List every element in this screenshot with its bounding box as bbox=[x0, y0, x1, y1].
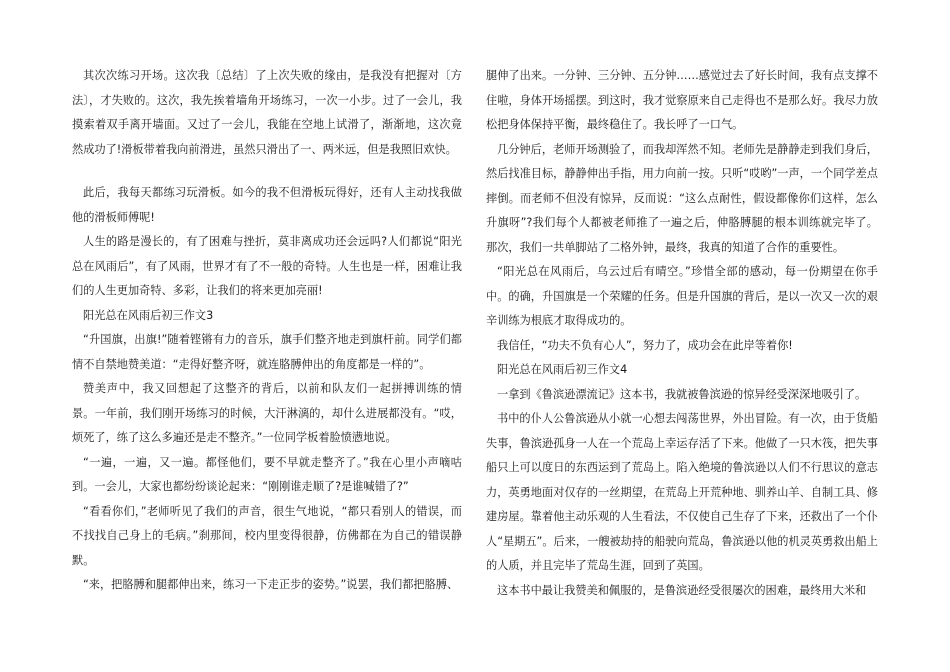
paragraph: 阳光总在风雨后初三作文3 bbox=[83, 308, 214, 322]
paragraph: “升国旗，出旗!”随着铿锵有力的音乐，旗手们整齐地走到旗杆前。同学们都情不自禁地赞美道：“走得好整齐呀，就连胳膊伸出的角度都是一样的”。 bbox=[72, 333, 462, 371]
paragraph: 一拿到《鲁滨逊漂流记》这本书，我就被鲁滨逊的惊异经受深深地吸引了。 bbox=[497, 387, 867, 401]
paragraph: 阳光总在风雨后初三作文4 bbox=[497, 363, 628, 376]
left-column bbox=[72, 64, 462, 598]
paragraph: 腿伸了出来。一分钟、三分钟、五分钟……感觉过去了好长时间，我有点支撑不住啦，身体开场摇摆。到这时，我才觉察原来自己走得也不是那么好。我尽力放松把身体保持平衡，最终稳住了。我长呼了一口气。 bbox=[486, 69, 878, 131]
paragraph: 这本书中最让我赞美和佩服的，是鲁滨逊经受很屡次的困难，最终用大米和 bbox=[497, 583, 867, 597]
paragraph: 书中的仆人公鲁滨逊从小就一心想去闯荡世界，外出冒险。有一次，由于货船失事，鲁滨逊孤身一人在一个荒岛上幸运存活了下来。他做了一只木筏，把失事船只上可以度日的东西运到了荒岛上。陷入绝境的鲁滨逊以人们不行思议的意志力，英勇地面对仅存的一丝期望，在荒岛上开荒种地、驯养山羊、自制工具、修建房屋。靠着他主动乐观的人生看法，不仅使自己生存了下来，还救出了一个仆人“星期五”。后来，一艘被劫持的船驶向荒岛，鲁滨逊以他的机灵英勇救出船上的人质，并且完毕了荒岛生涯，回到了英国。 bbox=[486, 412, 878, 572]
paragraph: 此后，我每天都练习玩滑板。如今的我不但滑板玩得好，还有人主动找我做他的滑板师傅呢! bbox=[72, 186, 462, 224]
paragraph: 其次次练习开场。这次我〔总结〕了上次失败的缘由，是我没有把握对〔方法〕，才失败的。这次，我先挨着墙角开场练习，一次一小步。过了一会儿，我摸索着双手离开墙面。又过了一会儿，我能在空地上试滑了，渐渐地，这次竟然成功了!滑板带着我向前滑进，虽然只滑出了一、两米远，但是我照旧欢快。 bbox=[72, 69, 462, 156]
right-column bbox=[486, 64, 878, 603]
paragraph: 赞美声中，我又回想起了这整齐的背后，以前和队友们一起拼搏训练的情景。一年前，我们刚开场练习的时候，大汗淋漓的，却什么进展都没有。“哎，烦死了，练了这么多遍还是走不整齐。”一位同学板着脸愤懑地说。 bbox=[72, 382, 462, 444]
paragraph: 我信任，“功夫不负有心人”，努力了，成功会在此岸等着你! bbox=[497, 338, 793, 352]
paragraph-gap bbox=[72, 162, 462, 181]
paragraph: “一遍，一遍，又一遍。都怪他们，要不早就走整齐了。”我在心里小声嘀咕到。一会儿，大家也都纷纷谈论起来：“刚刚谁走顺了?是谁喊错了?” bbox=[72, 455, 462, 493]
paragraph: 几分钟后，老师开场测验了，而我却浑然不知。老师先是静静走到我们身后，然后找准目标，静静伸出手指，用力向前一按。只听“哎哟”一声，一个同学差点摔倒。而老师不但没有惊异，反而说：“这么点耐性，假设都像你们这样，怎么升旗呀”?我们每个人都被老师推了一遍之后，伸胳膊腿的根本训练就完毕了。那次，我们一共单脚站了二格外钟，最终，我真的知道了合作的重要性。 bbox=[486, 142, 878, 254]
paragraph: “来，把胳膊和腿都伸出来，练习一下走正步的姿势。”说罢，我们都把胳膊、 bbox=[83, 578, 459, 591]
paragraph: “看看你们，”老师听见了我们的声音，很生气地说，“都只看别人的错误，而不找找自己身上的毛病。”刹那间，校内里变得很静，仿佛都在为自己的错误静默。 bbox=[72, 504, 462, 567]
paragraph: “阳光总在风雨后，乌云过后有晴空。”珍惜全部的感动，每一份期望在你手中。的确，升国旗是一个荣耀的任务。但是升国旗的背后，是以一次又一次的艰辛训练为根底才取得成功的。 bbox=[486, 265, 878, 327]
paragraph: 人生的路是漫长的，有了困难与挫折，莫非离成功还会远吗?人们都说“阳光总在风雨后”，有了风雨，世界才有了不一般的奇特。人生也是一样，困难让我们的人生更加奇特、多彩，让我们的将来更加亮丽! bbox=[72, 235, 462, 297]
